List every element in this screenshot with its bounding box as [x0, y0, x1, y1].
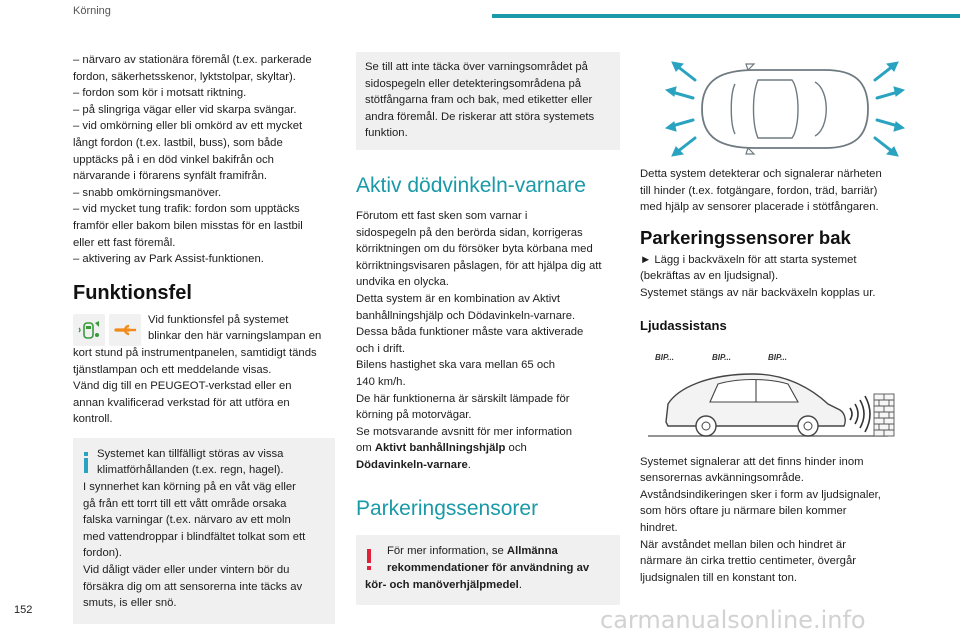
text-line: sidospegeln på den berörda sidan, korrigeras	[356, 226, 583, 239]
text-line: närvarande i förarens synfält framifrån.	[73, 170, 268, 183]
text-line: stötfångarna fram och bak, med etiketter eller	[365, 94, 593, 107]
text-line: framför eller bakom bilen misstas för en lastbil	[73, 219, 303, 232]
text-line: eller ett fast föremål.	[73, 236, 176, 249]
text-line: funktion.	[365, 127, 408, 140]
text-line: hindret.	[640, 521, 678, 534]
text-line: – snabb omkörningsmanöver.	[73, 186, 222, 199]
section-title: Körning	[73, 5, 111, 17]
warning-icon	[367, 549, 373, 573]
text-line: Detta system är en kombination av Aktivt	[356, 292, 561, 305]
text-line: Detta system detekterar och signalerar närheten	[640, 168, 882, 180]
column-right	[640, 166, 902, 586]
warning-box: För mer information, se Allmänna rekommendationer för användning av kör- och manöverhjälpmedel.	[356, 535, 620, 605]
text-line: ► Lägg i backväxeln för att starta systemet	[640, 253, 857, 266]
column-left	[73, 52, 335, 624]
text-line: försäkra dig om att sensorerna inte täcks av	[83, 580, 303, 593]
text-line: sensorernas avkänningsområde.	[640, 472, 804, 485]
text-line: med vattendroppar i blindfältet tolkat som ett	[83, 530, 306, 543]
text-line: kontroll.	[73, 413, 113, 426]
text-line: I synnerhet kan körning på en våt väg eller	[83, 481, 296, 494]
text-line: Dessa båda funktioner måste vara aktiverade	[356, 326, 584, 339]
text-line: fordon).	[83, 547, 122, 560]
service-wrench-icon	[109, 314, 141, 346]
text-line: gå från ett torrt till ett vått område orsaka	[83, 497, 287, 510]
info-text	[83, 479, 325, 612]
sound-diagram	[640, 334, 902, 446]
text-line: körriktningen om du försöker byta körbana med	[356, 243, 593, 256]
rear-heading: Parkeringssensorer bak	[640, 226, 851, 248]
text-line: falska varningar (t.ex. närvaro av ett moln	[83, 514, 291, 527]
text-line: körriktningsvisaren påslagen, för att hjälpa dig att	[356, 259, 602, 272]
car-top-view-sensors-icon	[640, 54, 910, 164]
sound-text	[640, 454, 902, 587]
text-line: andra föremål. De riskerar att störa systemets	[365, 110, 595, 123]
text-line: upptäcks på i en död vinkel bakifrån och	[73, 153, 274, 166]
text-line: körning på motorvägar.	[356, 409, 472, 422]
beep-label: BIP...	[655, 352, 674, 362]
note-text	[365, 59, 611, 142]
note-box	[356, 52, 620, 150]
beep-label: BIP...	[712, 352, 731, 362]
text-line: Vänd dig till en PEUGEOT-verkstad eller en	[73, 380, 292, 393]
info-icon	[83, 452, 89, 474]
text-line: till hinder (t.ex. fotgängare, fordon, träd, barriär)	[640, 184, 878, 197]
text-line: – aktivering av Park Assist-funktionen.	[73, 253, 264, 266]
rear-text	[640, 252, 902, 302]
text-line: (bekräftas av en ljudsignal).	[640, 270, 779, 283]
text-line: Se till att inte täcka över varningsområdet på	[365, 61, 588, 73]
text-line: – på slingriga vägar eller vid skarpa svängar.	[73, 103, 297, 116]
detect-text	[640, 166, 902, 216]
beep-label: BIP...	[768, 352, 787, 362]
car-side-view-icon	[648, 364, 898, 444]
info-box: Systemet kan tillfälligt störas av vissa klimatförhållanden (t.ex. regn, hagel). I synnerhet kan körning på en våt väg eller gå från ett torrt till ett vått område orsaka falska varningar (t.ex. närvaro av ett moln med vattendroppar i blindfältet tolkat som ett fordon). Vid dåligt väder eller under vintern bör du försäkra dig om att sensorerna inte täcks av smuts, is eller snö.	[73, 438, 335, 624]
text-line: närmare än cirka trettio centimeter, övergår	[640, 555, 856, 568]
reference-line: om Aktivt banhållningshjälp och	[356, 442, 527, 455]
text-line: fordon, säkerhetsskenor, lyktstolpar, skyltar).	[73, 70, 296, 83]
text-line: Avståndsindikeringen sker i form av ljudsignaler,	[640, 488, 881, 501]
text-line: långt fordon (t.ex. lastbil, buss), som både	[73, 136, 283, 149]
text-line: tjänstlampan och ett meddelande visas.	[73, 363, 272, 376]
text-line: 140 km/h.	[356, 375, 406, 388]
text-line: sidospegeln eller detekteringsområdena på	[365, 77, 582, 90]
text-line: – vid omkörning eller bli omkörd av ett mycket	[73, 120, 303, 133]
text-line: med hjälp av sensorer placerade i stötfångaren.	[640, 201, 879, 214]
text-line: Förutom ett fast sken som varnar i	[356, 209, 528, 222]
active-text	[356, 208, 620, 440]
text-line: som hörs oftare ju närmare bilen kommer	[640, 505, 847, 518]
fault-text	[73, 345, 335, 428]
text-line: Se motsvarande avsnitt för mer information	[356, 425, 572, 438]
text-line: ljudsignalen till en konstant ton.	[640, 571, 798, 584]
intro-list	[73, 52, 335, 268]
text-line: Systemet stängs av när backväxeln kopplas ur.	[640, 286, 876, 299]
text-line: Bilens hastighet ska vara mellan 65 och	[356, 359, 556, 372]
active-heading: Aktiv dödvinkeln-varnare	[356, 173, 586, 197]
text-line: banhållningshjälp och Dödavinkeln-varnare.	[356, 309, 576, 322]
text-line: annan kvalificerad verkstad för att utföra en	[73, 396, 290, 409]
header-accent-bar	[492, 14, 960, 18]
blind-spot-warning-icon	[73, 314, 105, 346]
column-middle	[356, 52, 620, 605]
text-line: När avståndet mellan bilen och hindret är	[640, 538, 846, 551]
page-number: 152	[14, 604, 33, 616]
text-line: – vid mycket tung trafik: fordon som upptäcks	[73, 203, 300, 216]
text-line: – fordon som kör i motsatt riktning.	[73, 87, 247, 100]
fault-heading: Funktionsfel	[73, 281, 192, 304]
fault-block	[73, 312, 335, 428]
text-line: Vid dåligt väder eller under vintern bör du	[83, 564, 290, 577]
text-line: och i drift.	[356, 342, 405, 355]
watermark: carmanualsonline.info	[600, 606, 866, 634]
fault-icon-text: Vid funktionsfel på systemet blinkar den här varningslampan en	[148, 313, 322, 343]
fault-icons	[73, 314, 143, 348]
text-line: undvika en olycka.	[356, 276, 449, 289]
parking-heading: Parkeringssensorer	[356, 497, 539, 521]
sound-heading: Ljudassistans	[640, 317, 727, 333]
text-line: De här funktionerna är särskilt lämpade för	[356, 392, 570, 405]
reference-line-2: Dödavinkeln-varnare.	[356, 458, 471, 471]
text-line: – närvaro av stationära föremål (t.ex. parkerade	[73, 54, 312, 66]
text-line: kort stund på instrumentpanelen, samtidigt tänds	[73, 346, 317, 359]
text-line: smuts, is eller snö.	[83, 597, 177, 610]
text-line: Systemet signalerar att det finns hinder inom	[640, 455, 864, 468]
